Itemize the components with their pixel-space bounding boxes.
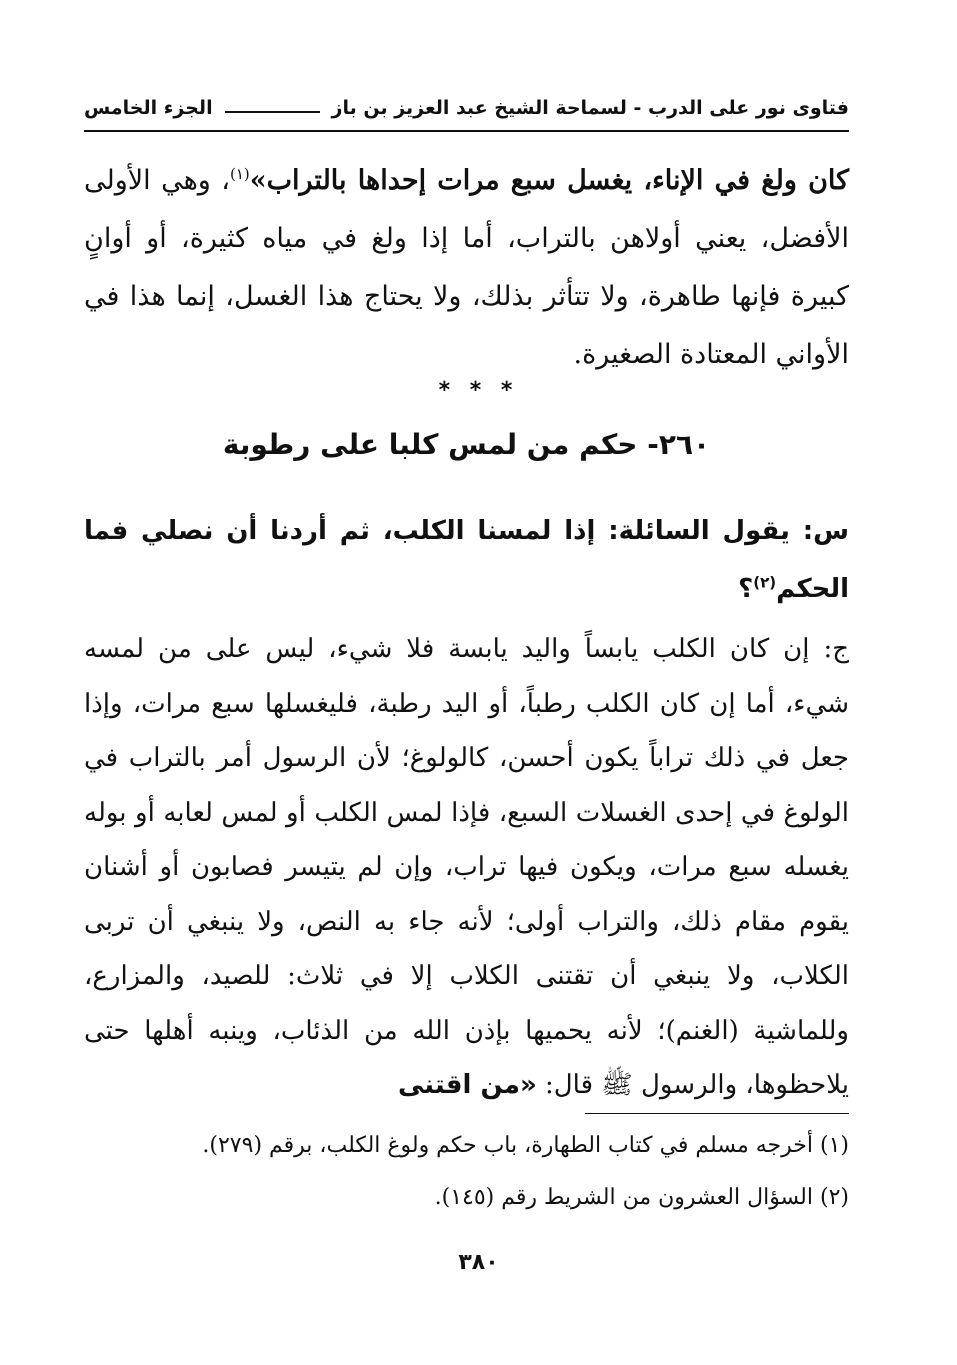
answer-hadith-start: «من اقتنى — [397, 1070, 537, 1100]
footnote-1: (١) أخرجه مسلم في كتاب الطهارة، باب حكم ولوغ الكلب، برقم (٢٧٩). — [202, 1133, 849, 1158]
page-number: ٣٨٠ — [458, 1250, 499, 1275]
question-paragraph — [84, 502, 849, 618]
footnote-ref-2: (٢) — [753, 573, 777, 592]
intro-body-text: الأولى الأفضل، يعني أولاهن بالتراب، أما إذا ولغ في مياه كثيرة، أو أوانٍ كبيرة فإنها طاهرة، ولا تتأثر بذلك، ولا يحتاج هذا الغسل، إنما هذا في الأواني المعتادة الصغيرة. — [84, 165, 849, 370]
footnote-rule — [585, 1113, 849, 1114]
volume-label: الجزء الخامس — [84, 97, 213, 119]
section-heading: ٢٦٠- حكم من لمس كلبا على رطوبة — [222, 428, 711, 461]
answer-paragraph — [84, 622, 849, 1113]
question-text: س: يقول السائلة: إذا لمسنا الكلب، ثم أردنا أن نصلي فما الحكم — [84, 516, 849, 604]
answer-text: ج: إن كان الكلب يابساً واليد يابسة فلا شيء، ليس على من لمسه شيء، أما إن كان الكلب رطباً، أو اليد رطبة، فليغسلها سبع مرات، وإذا جعل في ذلك تراباً يكون أحسن، كالولوغ؛ لأن الرسول أمر بالتراب في الولوغ في إحدى الغسلات السبع، فإذا لمس الكلب أو لمس لعابه أو بوله يغسله سبع مرات، ويكون فيها تراب، وإن لم يتيسر فصابون أو أشنان يقوم مقام ذلك، والتراب أولى؛ لأنه جاء به النص، ولا ينبغي أن تربى الكلاب، ولا ينبغي أن تقتنى الكلاب إلا في ثلاث: للصيد، والمزارع، وللماشية (الغنم)؛ لأنه يحميها بإذن الله من الذئاب، وينبه أهلها حتى يلاحظوها، والرسول ﷺ قال: — [84, 634, 849, 1100]
question-mark: ؟ — [738, 574, 754, 604]
header-rule — [84, 130, 849, 132]
header-separator-line — [225, 111, 320, 113]
intro-continuation: ، وهي — [161, 165, 230, 196]
running-header — [84, 92, 849, 124]
footnotes — [84, 1120, 849, 1224]
footnote-ref-1: (١) — [229, 165, 250, 183]
footnote-2: (٢) السؤال العشرون من الشريط رقم (١٤٥). — [434, 1185, 849, 1210]
intro-hadith-text: كان ولغ في الإناء، يغسل سبع مرات إحداها بالتراب» — [249, 165, 849, 196]
intro-paragraph — [84, 152, 849, 384]
book-title: فتاوى نور على الدرب - لسماحة الشيخ عبد العزيز بن باز — [331, 97, 849, 119]
section-separator-stars: * * * — [438, 378, 519, 403]
